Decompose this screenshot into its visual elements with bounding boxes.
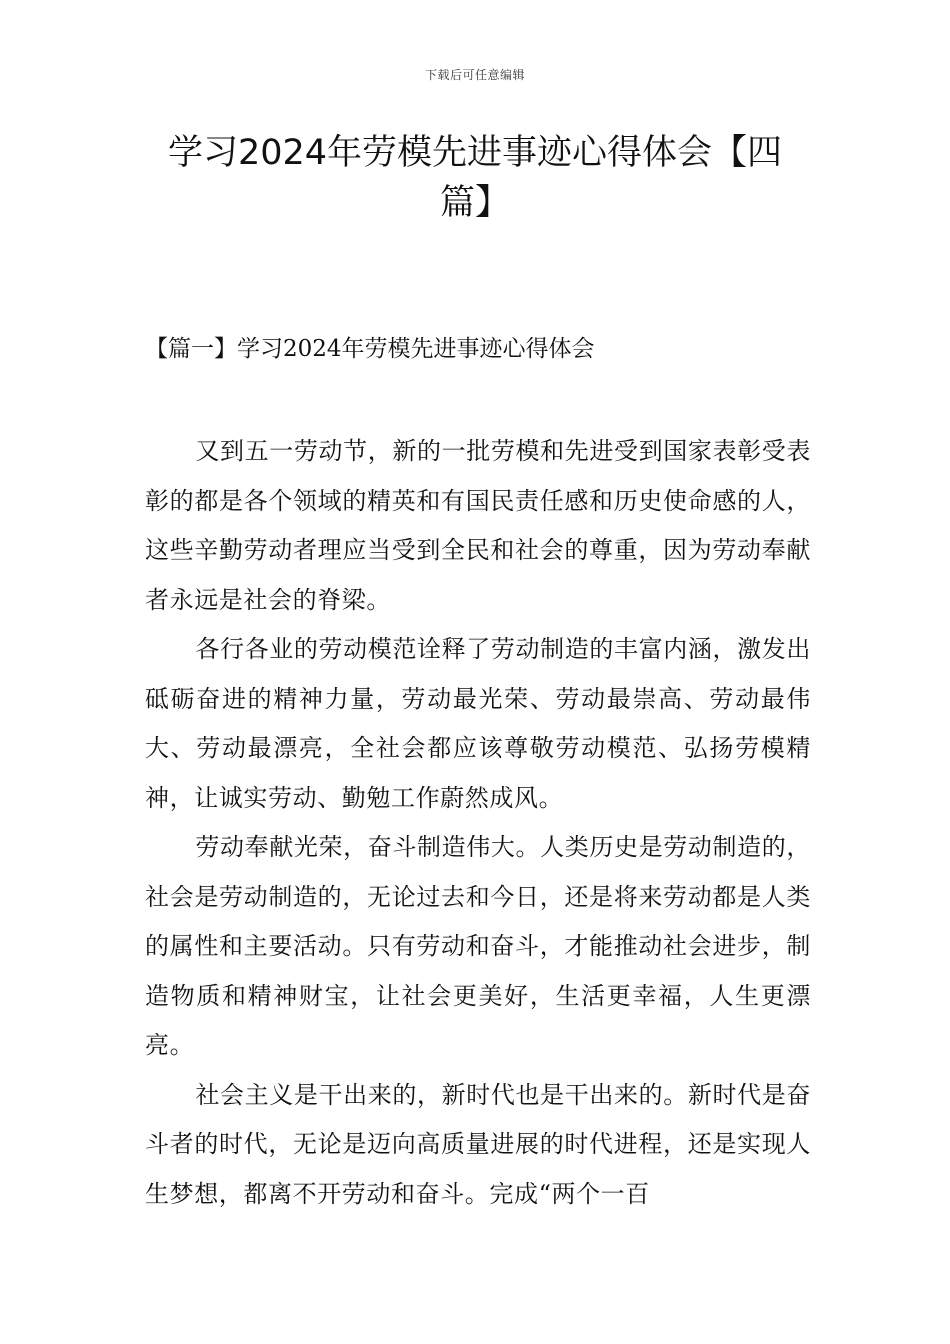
section-heading: 【篇一】学习2024年劳模先进事迹心得体会 — [145, 336, 595, 362]
body-text — [145, 427, 811, 1219]
paragraph-4: 社会主义是干出来的，新时代也是干出来的。新时代是奋斗者的时代，无论是迈向高质量进展的时代进程，还是实现人生梦想，都离不开劳动和奋斗。完成“两个一百 — [145, 1080, 811, 1208]
paragraph-1: 又到五一劳动节，新的一批劳模和先进受到国家表彰受表彰的都是各个领域的精英和有国民责任感和历史使命感的人，这些辛勤劳动者理应当受到全民和社会的尊重，因为劳动奉献者永远是社会的脊梁。 — [145, 437, 811, 614]
paragraph-2: 各行各业的劳动模范诠释了劳动制造的丰富内涵，激发出砥砺奋进的精神力量，劳动最光荣、劳动最崇高、劳动最伟大、劳动最漂亮，全社会都应该尊敬劳动模范、弘扬劳模精神，让诚实劳动、勤勉工作蔚然成风。 — [145, 635, 811, 812]
header-note: 下载后可任意编辑 — [424, 68, 525, 82]
paragraph-3: 劳动奉献光荣，奋斗制造伟大。人类历史是劳动制造的，社会是劳动制造的，无论过去和今日，还是将来劳动都是人类的属性和主要活动。只有劳动和奋斗，才能推动社会进步，制造物质和精神财宝，让社会更美好，生活更幸福，人生更漂亮。 — [145, 833, 811, 1059]
document-title: 学习2024年劳模先进事迹心得体会【四篇】 — [167, 133, 783, 223]
